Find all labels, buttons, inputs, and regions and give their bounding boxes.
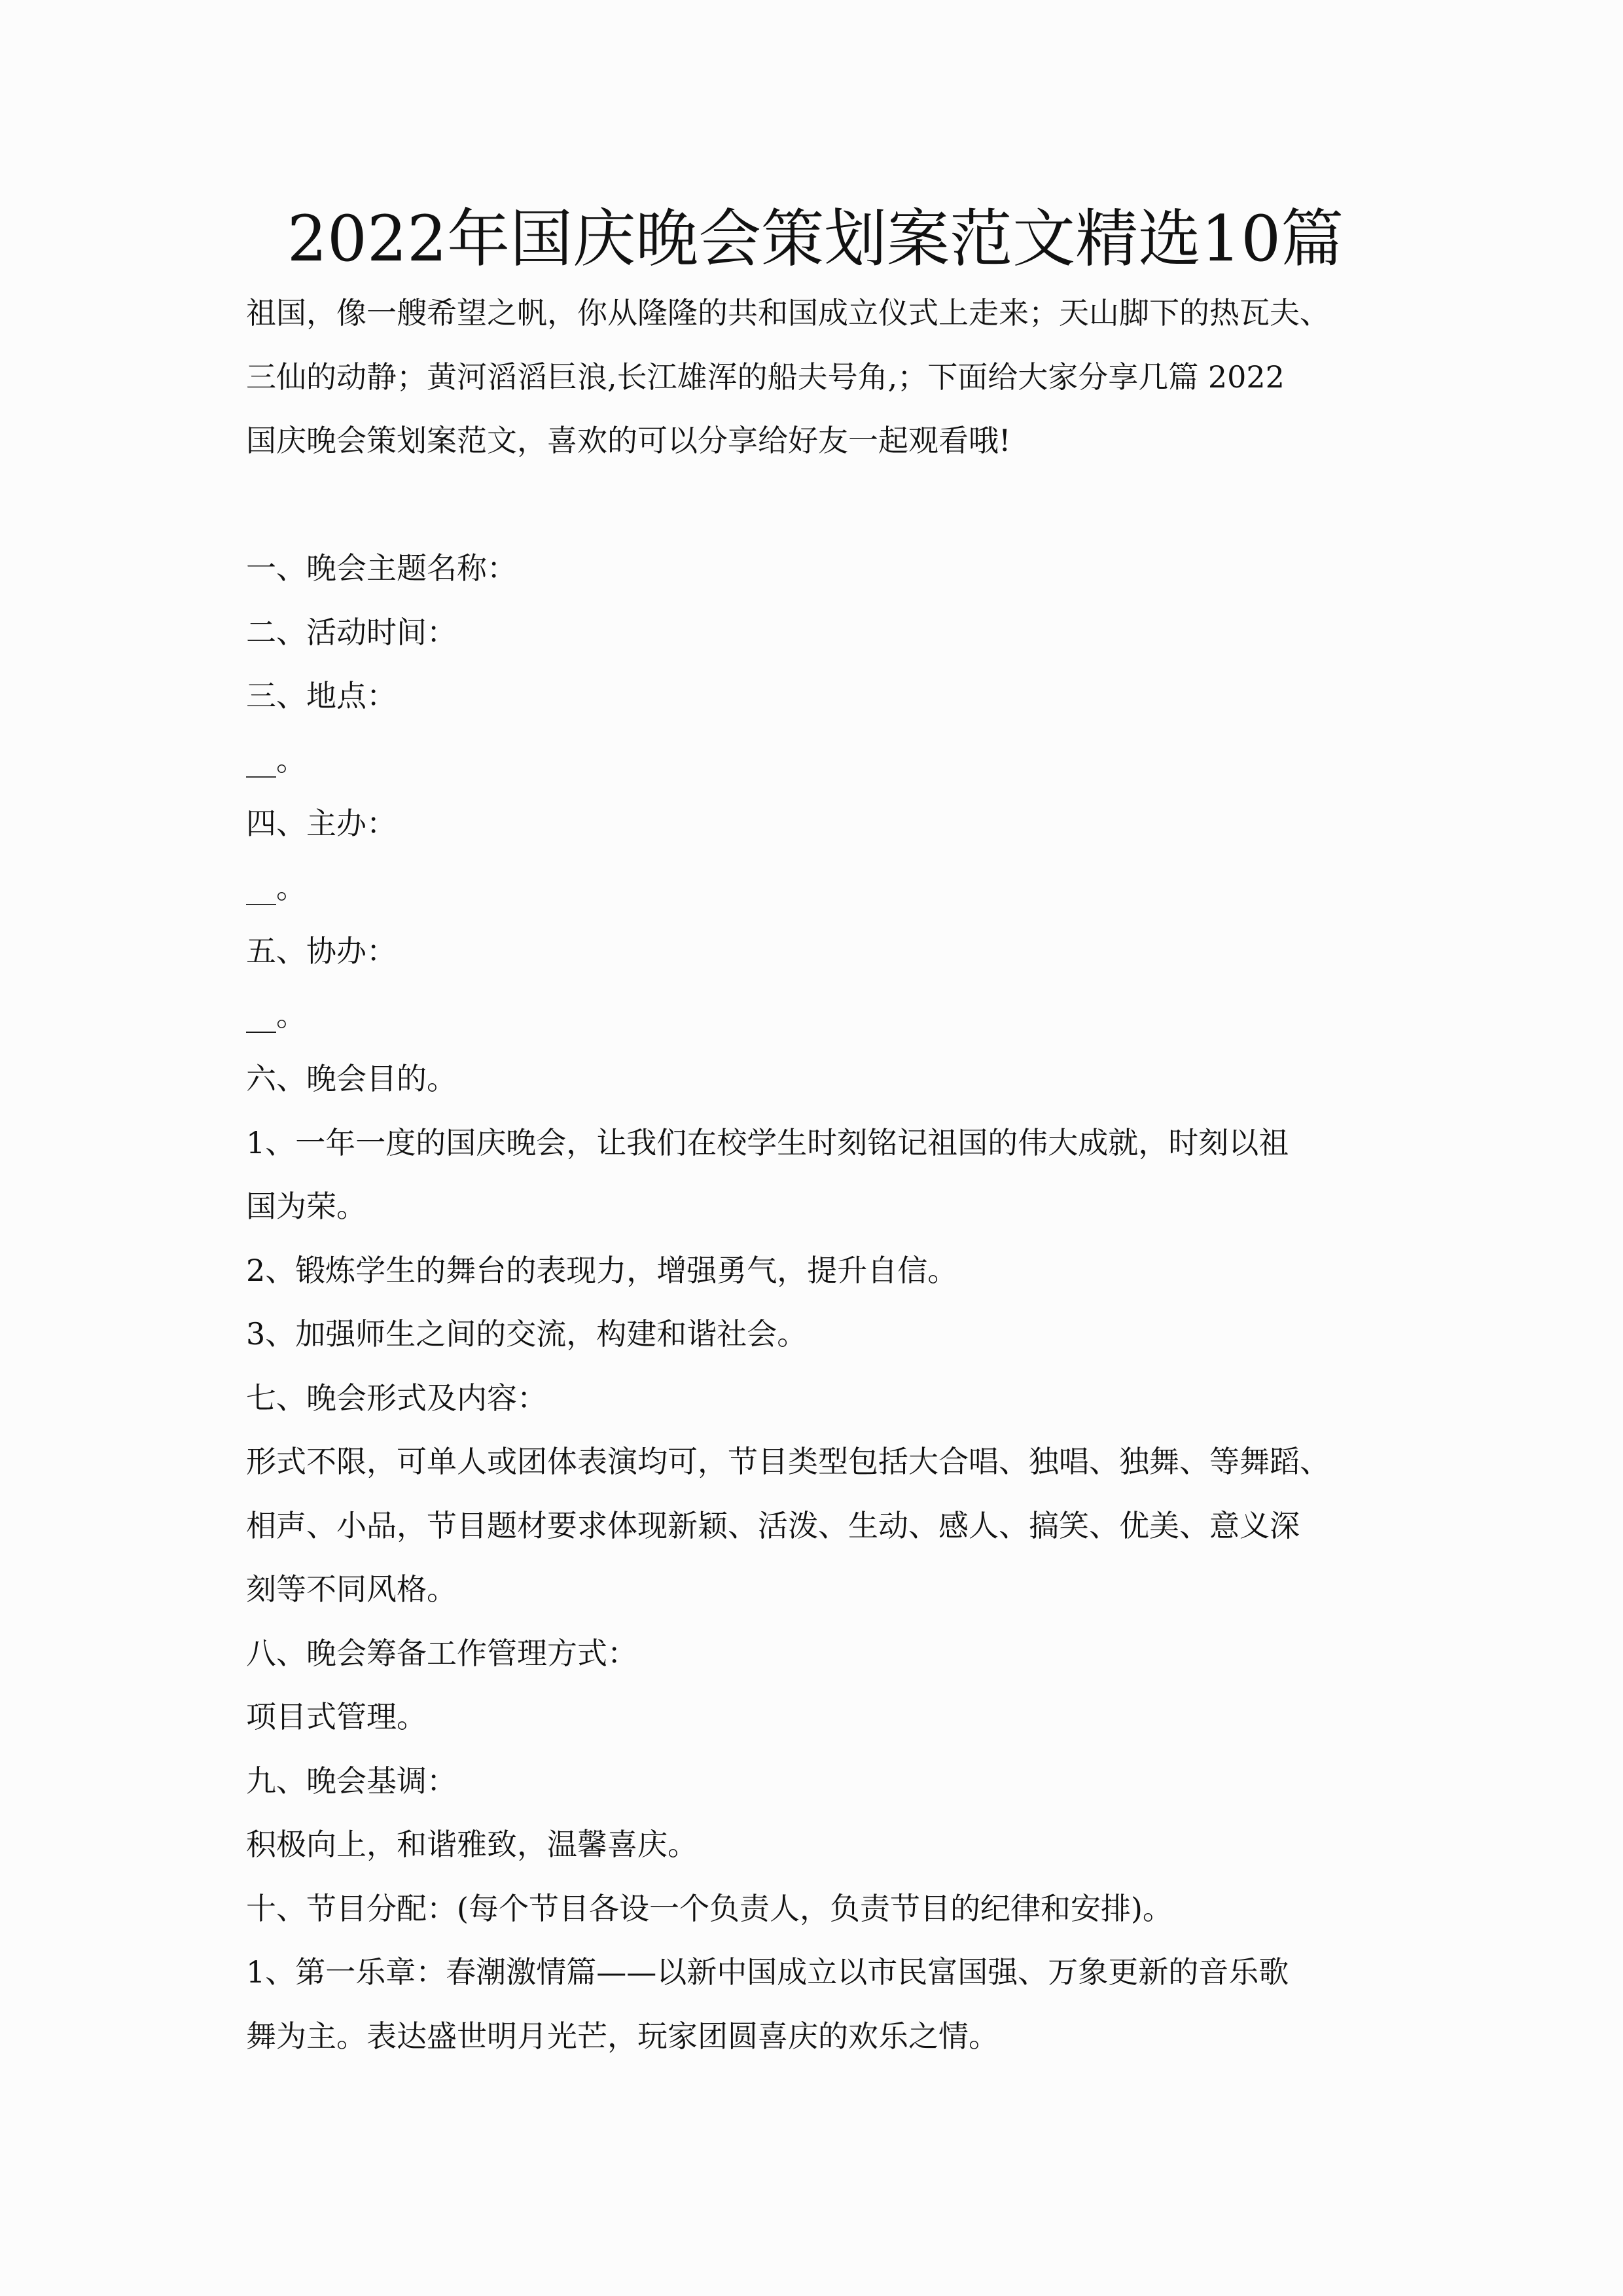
- section-heading-organizer: 四、主办：: [246, 806, 397, 841]
- blank-placeholder: __。: [246, 742, 306, 778]
- document-body: [246, 537, 1385, 2068]
- section-heading-time: 二、活动时间：: [246, 614, 457, 650]
- intro-line: 国庆晚会策划案范文，喜欢的可以分享给好友一起观看哦!: [246, 423, 1011, 458]
- section-heading-management: 八、晚会筹备工作管理方式：: [246, 1635, 637, 1671]
- section-heading-format: 七、晚会形式及内容：: [246, 1380, 547, 1416]
- section-heading-purpose: 六、晚会目的。: [246, 1061, 457, 1096]
- tone-text: 积极向上，和谐雅致，温馨喜庆。: [246, 1827, 698, 1862]
- blank-placeholder: __。: [246, 997, 306, 1033]
- purpose-item: 3、加强师生之间的交流，构建和谐社会。: [246, 1316, 808, 1352]
- format-text: 刻等不同风格。: [246, 1571, 457, 1607]
- section-heading-program-allocation: 十、节目分配：(每个节目各设一个负责人，负责节目的纪律和安排)。: [246, 1890, 1173, 1926]
- format-text: 相声、小品，节目题材要求体现新颖、活泼、生动、感人、搞笑、优美、意义深: [246, 1507, 1300, 1543]
- purpose-item: 2、锻炼学生的舞台的表现力，增强勇气，提升自信。: [246, 1252, 958, 1288]
- document-title: 2022年国庆晚会策划案范文精选10篇: [287, 202, 1344, 276]
- section-heading-location: 三、地点：: [246, 678, 397, 713]
- document-page: [246, 196, 1385, 2068]
- paragraph-spacer: [246, 473, 1385, 537]
- program-item: 1、第一乐章：春潮激情篇——以新中国成立以市民富国强、万象更新的音乐歌: [246, 1954, 1289, 1990]
- blank-placeholder: __。: [246, 869, 306, 905]
- purpose-item-continued: 国为荣。: [246, 1189, 366, 1224]
- section-heading-co-organizer: 五、协办：: [246, 933, 397, 969]
- section-heading-theme: 一、晚会主题名称：: [246, 550, 517, 586]
- section-heading-tone: 九、晚会基调：: [246, 1763, 457, 1799]
- purpose-item: 1、一年一度的国庆晚会，让我们在校学生时刻铭记祖国的伟大成就，时刻以祖: [246, 1124, 1289, 1160]
- management-text: 项目式管理。: [246, 1699, 427, 1734]
- intro-line: 三仙的动静；黄河滔滔巨浪,长江雄浑的船夫号角,；下面给大家分享几篇 2022: [246, 359, 1285, 395]
- intro-paragraph: [246, 281, 1385, 473]
- format-text: 形式不限，可单人或团体表演均可，节目类型包括大合唱、独唱、独舞、等舞蹈、: [246, 1444, 1330, 1479]
- intro-line: 祖国，像一艘希望之帆，你从隆隆的共和国成立仪式上走来；天山脚下的热瓦夫、: [246, 295, 1330, 331]
- program-item-continued: 舞为主。表达盛世明月光芒，玩家团圆喜庆的欢乐之情。: [246, 2018, 999, 2054]
